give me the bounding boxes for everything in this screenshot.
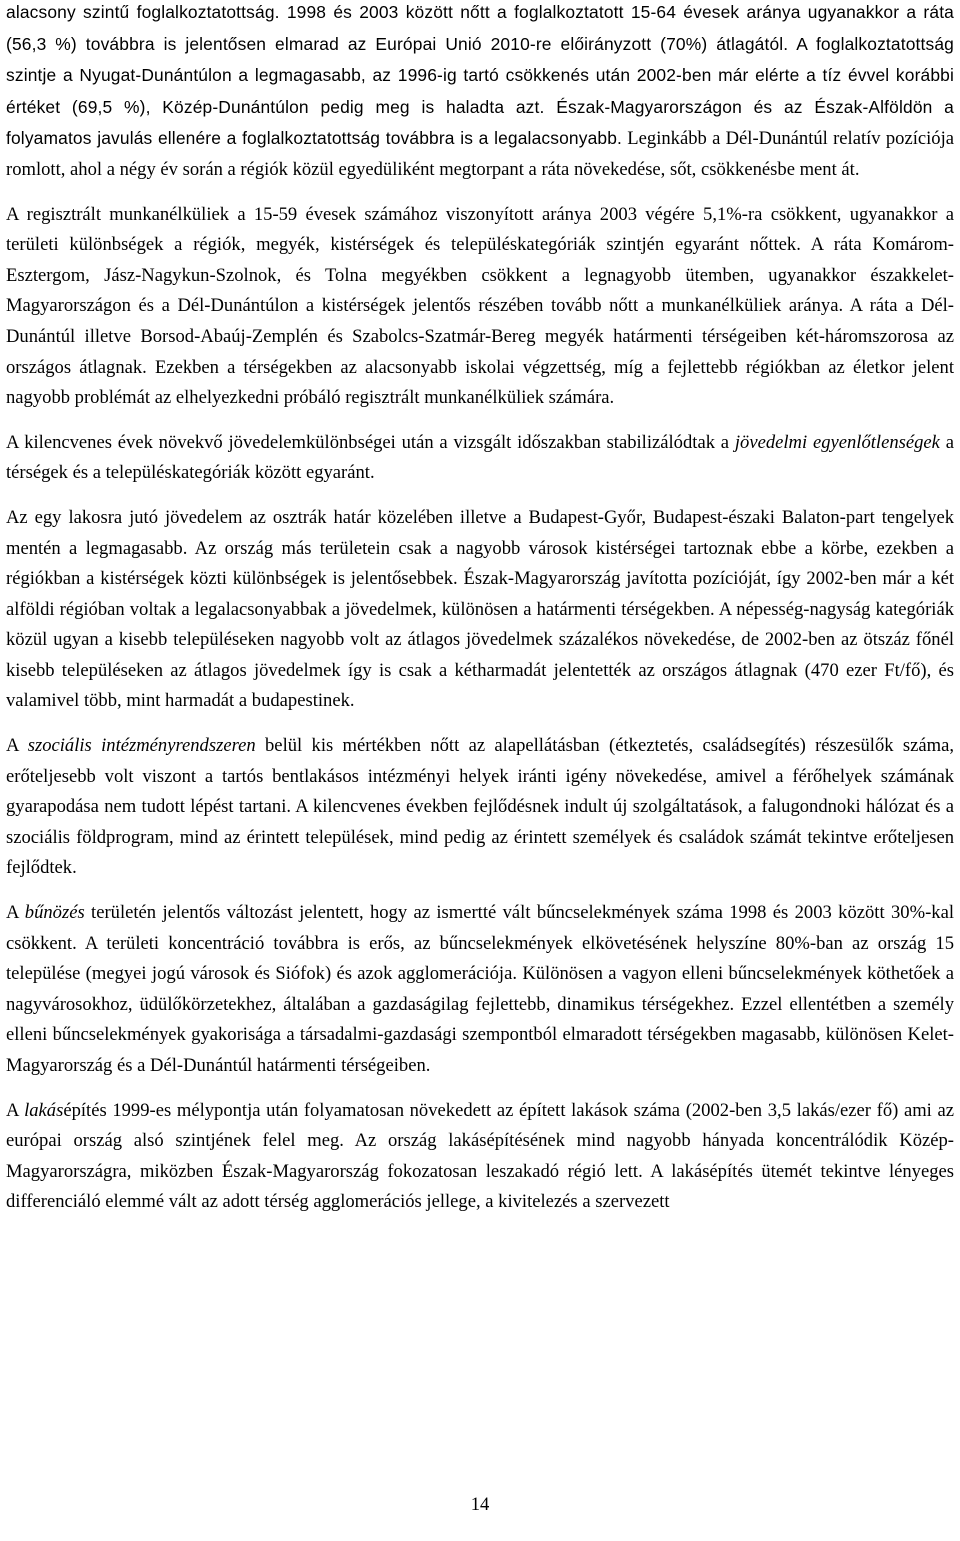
emphasis-term: szociális intézményrendszeren bbox=[27, 735, 256, 757]
text-segment: a térségek és a településkategóriák között egyaránt. bbox=[6, 431, 954, 484]
paragraph-housing bbox=[6, 1096, 954, 1218]
text-segment: A bbox=[6, 1099, 25, 1121]
paragraph-employment bbox=[6, 0, 954, 186]
text-segment: A kilencvenes évek növekvő jövedelemkülönbségei után a vizsgált időszakban stabilizálódtak a bbox=[6, 431, 735, 453]
page-number: 14 bbox=[470, 1494, 490, 1515]
document-page bbox=[6, 0, 954, 1232]
emphasis-term: lakás bbox=[24, 1099, 64, 1121]
text-segment: építés 1999-es mélypontja után folyamatosan növekedett az épített lakások száma (2002-ben 3,5 lakás/ezer fő) ami az európai ország alsó szintjének felel meg. Az ország lakásépítésének mind nagyobb hányada koncentrálódik Közép-Magyarországra, miközben Észak-Magyarország fokozatosan leszakadó régió lett. A lakásépítés ütemét tekintve lényeges differenciáló elemmé vált az adott térség agglomerációs jellege, a kivitelezés a szervezett bbox=[6, 1099, 954, 1213]
paragraph-income-regional: Az egy lakosra jutó jövedelem az osztrák határ közelében illetve a Budapest-Győr, Budapest-északi Balaton-part tengelyek mentén a legmagasabb. Az ország más területein csak a nagyobb városok kistérségei tartoznak ebbe a körbe, ezekben a régiókban a kistérségek közti különbségek is jelentősebbek. Észak-Magyarország javította pozícióját, így 2002-ben már a két alföldi régióban voltak a legalacsonyabbak a jövedelmek, különösen a határmenti térségekben. A népesség-nagyság kategóriák közül ugyan a kisebb településeken nagyobb volt az átlagos jövedelmek százalékos növekedése, de 2002-ben az ötszáz főnél kisebb településeken az átlagos jövedelmek így is csak a kétharmadát jelentették az országos átlagnak (470 ezer Ft/fő), és valamivel több, mint harmadát a budapestinek. bbox=[6, 506, 954, 712]
text-segment: területén jelentős változást jelentett, hogy az ismertté vált bűncselekmények száma 1998 és 2003 között 30%-kal csökkent. A területi koncentráció továbbra is erős, az bűncselekmények elkövetésének helyszíne 80%-ban az ország 15 települése (megyei jogú városok és Siófok) és azok agglomerációja. Különösen a vagyon elleni bűncselekmények köthetőek a nagyvárosokhoz, üdülőkörzetekhez, általában a gazdaságilag fejlettebb, dinamikus térségekhez. Ezzel ellentétben a személy elleni bűncselekmények gyakorisága a társadalmi-gazdasági szempontból elmaradott térségekben magasabb, különösen Kelet-Magyarország és a Dél-Dunántúl határmenti térségeiben. bbox=[6, 902, 954, 1076]
paragraph-crime bbox=[6, 898, 954, 1082]
paragraph-unemployment: A regisztrált munkanélküliek a 15-59 évesek számához viszonyított aránya 2003 végére 5,1%-ra csökkent, ugyanakkor a területi különbségek a régiók, megyék, kistérségek és településkategóriák szintjén egyaránt nőttek. A ráta Komárom-Esztergom, Jász-Nagykun-Szolnok, és Tolna megyékben csökkent a legnagyobb ütemben, ugyanakkor északkelet-Magyarországon és a Dél-Dunántúlon a kistérségek jelentős részében tovább nőtt a munkanélküliek aránya. A ráta a Dél-Dunántúl illetve Borsod-Abaúj-Zemplén és Szabolcs-Szatmár-Bereg megyék határmenti térségeiben két-háromszorosa az országos átlagnak. Ezekben a térségekben az alacsonyabb iskolai végzettség, míg a fejlettebb régiókban az életkor jelent nagyobb problémát az elhelyezkedni próbáló regisztrált munkanélküliek számára. bbox=[6, 203, 954, 409]
paragraph-employment-sans-text: alacsony szintű foglalkoztatottság. 1998 és 2003 között nőtt a foglalkoztatott 15-64 évesek aránya ugyanakkor a ráta (56,3 %) továbbra is jelentősen elmarad az Európai Unió 2010-re előirányzott (70%) átlagától. A foglalkoztatottság szintje a Nyugat-Dunántúlon a legmagasabb, az 1996-ig tartó csökkenés után 2002-ben már elérte a tíz évvel korábbi értéket (69,5 %), Közép-Dunántúlon pedig meg is haladta azt. Észak-Magyarországon és az Észak-Alföldön a folyamatos javulás ellenére a foglalkoztatottság továbbra is a legalacsonyabb. bbox=[6, 2, 954, 149]
paragraph-social-institutions bbox=[6, 731, 954, 884]
text-segment: A bbox=[6, 735, 28, 757]
text-segment: belül kis mértékben nőtt az alapellátásban (étkeztetés, családsegítés) részesülők száma, erőteljesebb volt viszont a tartós bentlakásos intézményi helyek iránti igény növekedése, amivel a férőhelyek számának gyarapodása nem tudott lépést tartani. A kilencvenes években fejlődésnek indult új szolgáltatások, a falugondnoki hálózat és a szociális földprogram, mind az érintett települések, mind pedig az érintett személyek és családok számát tekintve erőteljesen fejlődtek. bbox=[6, 735, 955, 879]
text-segment: A bbox=[6, 902, 25, 924]
emphasis-term: jövedelmi egyenlőtlenségek bbox=[734, 431, 940, 453]
emphasis-term: bűnözés bbox=[24, 902, 85, 924]
paragraph-employment-serif-text: Leginkább a Dél-Dunántúl relatív pozíciója romlott, ahol a négy év során a régiók közül egyedüliként megtorpant a ráta növekedése, sőt, csökkenésbe ment át. bbox=[6, 128, 955, 180]
paragraph-income-inequality bbox=[6, 428, 954, 489]
